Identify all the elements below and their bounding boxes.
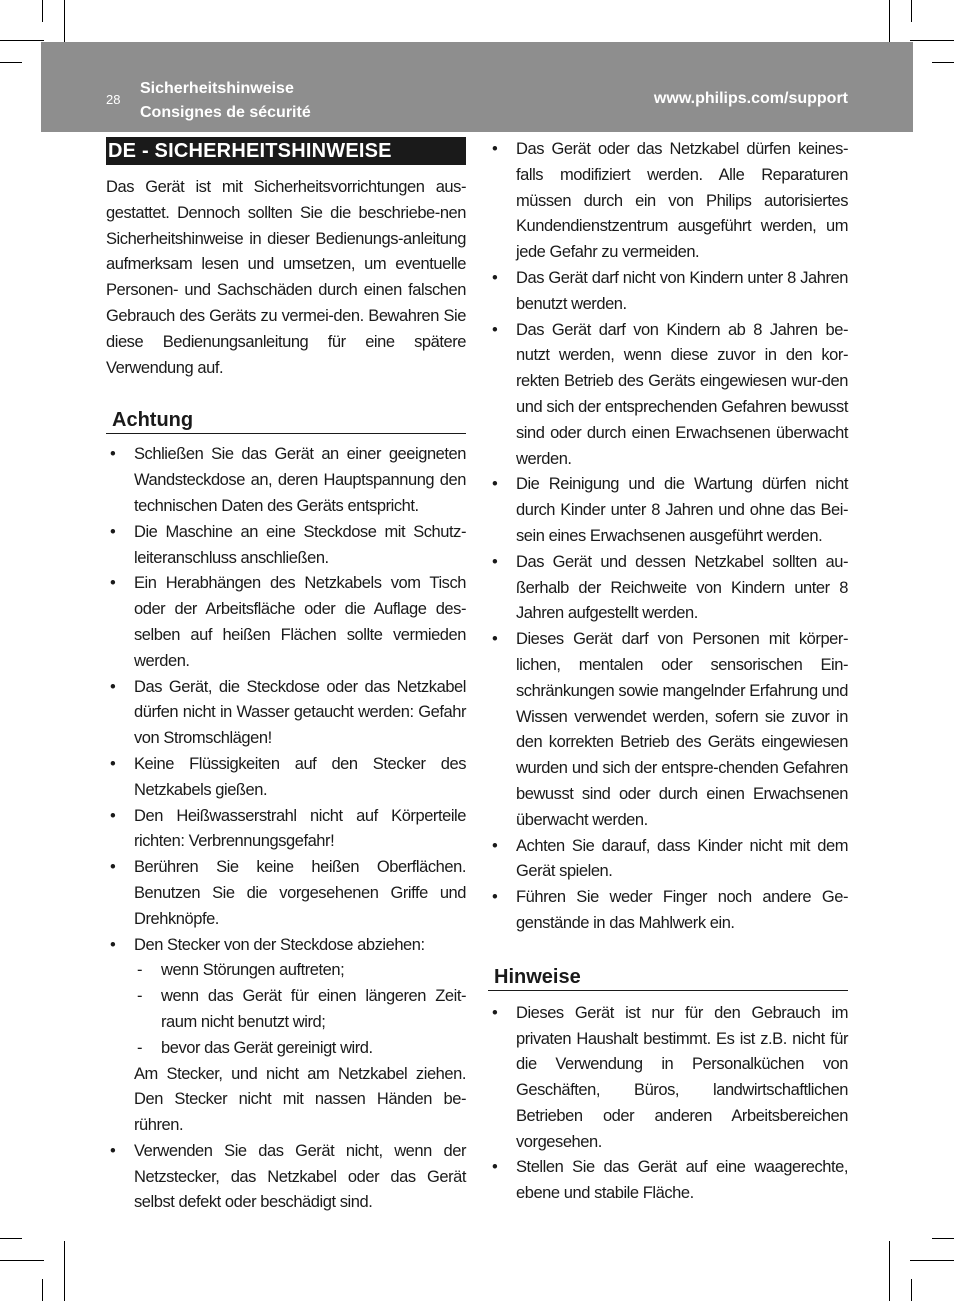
crop-mark: [932, 1238, 954, 1239]
crop-mark: [42, 0, 43, 22]
list-item: • Schließen Sie das Gerät an einer geeigneten Wandsteckdose an, deren Hauptspannung den technischen Daten des Geräts entspricht.: [106, 442, 466, 519]
safety-list-continued: [488, 137, 848, 937]
sub-item: - wenn das Gerät für einen längeren Zeit-raum nicht benutzt wird;: [134, 984, 466, 1036]
list-item: • Die Maschine an eine Steckdose mit Schutz-leiteranschluss anschließen.: [106, 520, 466, 572]
support-url: www.philips.com/support: [653, 90, 848, 107]
crop-mark: [64, 1241, 65, 1301]
sub-item: - bevor das Gerät gereinigt wird.: [134, 1036, 466, 1062]
right-column: [488, 137, 848, 1207]
header-title-fr: Consignes de sécurité: [140, 104, 311, 121]
list-item: • Keine Flüssigkeiten auf den Stecker des Netzkabels gießen.: [106, 752, 466, 804]
hinweise-heading: Hinweise: [488, 965, 848, 991]
page-number: 28: [106, 92, 121, 107]
crop-mark: [910, 1260, 954, 1261]
list-item: • Führen Sie weder Finger noch andere Ge-genstände in das Mahlwerk ein.: [488, 885, 848, 937]
achtung-heading: Achtung: [106, 408, 466, 434]
left-column: [106, 137, 466, 1216]
unplug-sublist: [134, 958, 466, 1061]
sub-item: - wenn Störungen auftreten;: [134, 958, 466, 984]
list-item: • Die Reinigung und die Wartung dürfen nicht durch Kinder unter 8 Jahren und ohne das Bei-sein eines Erwachsenen ausgeführt werden.: [488, 472, 848, 549]
list-item: • Das Gerät oder das Netzkabel dürfen keines-falls modifiziert werden. Alle Reparaturen müssen durch ein von Philips autorisiertes Kundendienstzentrum ausgeführt werden, um jede Gefahr zu vermeiden.: [488, 137, 848, 266]
hinweise-list: [488, 1001, 848, 1207]
crop-mark: [911, 0, 912, 22]
list-item: • Den Heißwasserstrahl nicht auf Körperteile richten: Verbrennungsgefahr!: [106, 804, 466, 856]
intro-paragraph: Das Gerät ist mit Sicherheitsvorrichtungen aus-gestattet. Dennoch sollten Sie die beschriebe-nen Sicherheitshinweise in dieser Bedienungs-anleitung aufmerksam lesen und umsetzen, um eventuelle Personen- und Sachschäden durch einen falschen Gebrauch des Geräts zu vermei-den. Bewahren Sie diese Bedienungsanleitung für eine spätere Verwendung auf.: [106, 178, 466, 377]
crop-mark: [0, 40, 44, 41]
list-item: • Das Gerät, die Steckdose oder das Netzkabel dürfen nicht in Wasser getaucht werden: Gefahr von Stromschlägen!: [106, 675, 466, 752]
crop-mark: [42, 1279, 43, 1301]
list-item: • Ein Herabhängen des Netzkabels vom Tisch oder der Arbeitsfläche oder die Auflage des-selben auf heißen Flächen sollte vermieden werden.: [106, 571, 466, 674]
achtung-list: [106, 442, 466, 1216]
crop-mark: [0, 62, 22, 63]
crop-mark: [0, 1238, 22, 1239]
list-item: • Das Gerät darf von Kindern ab 8 Jahren be-nutzt werden, wenn diese zuvor in den kor-rekten Betrieb des Geräts eingewiesen wur-den und sich der entsprechenden Gefahren bewusst sind oder durch einen Erwachsenen überwacht werden.: [488, 318, 848, 473]
header-title-de: Sicherheitshinweise: [140, 80, 294, 97]
list-item: • Stellen Sie das Gerät auf eine waagerechte, ebene und stabile Fläche.: [488, 1155, 848, 1207]
crop-mark: [910, 40, 954, 41]
main-title: DE - SICHERHEITSHINWEISE: [106, 137, 466, 165]
list-item: • Verwenden Sie das Gerät nicht, wenn der Netzstecker, das Netzkabel oder das Gerät selbst defekt oder beschädigt sind.: [106, 1139, 466, 1216]
list-item-unplug: [106, 933, 466, 1139]
crop-mark: [932, 62, 954, 63]
list-item: • Berühren Sie keine heißen Oberflächen. Benutzen Sie die vorgesehenen Griffe und Drehknöpfe.: [106, 855, 466, 932]
unplug-lead: • Den Stecker von der Steckdose abziehen:: [134, 935, 425, 954]
list-item: • Das Gerät darf nicht von Kindern unter 8 Jahren benutzt werden.: [488, 266, 848, 318]
list-item: • Dieses Gerät ist nur für den Gebrauch im privaten Haushalt bestimmt. Es ist z.B. nicht für die Verwendung in Personalküchen von Geschäften, Büros, landwirtschaftlichen Betrieben oder anderen Arbeitsbereichen vorgesehen.: [488, 1001, 848, 1156]
crop-mark: [889, 1241, 890, 1301]
list-item: • Das Gerät und dessen Netzkabel sollten au-ßerhalb der Reichweite von Kindern unter 8 Jahren aufgestellt werden.: [488, 550, 848, 627]
unplug-tail: Am Stecker, und nicht am Netzkabel ziehen. Den Stecker nicht mit nassen Händen be-rühren.: [134, 1064, 466, 1135]
crop-mark: [911, 1279, 912, 1301]
page-header: [41, 42, 913, 132]
crop-mark: [0, 1260, 44, 1261]
list-item: • Dieses Gerät darf von Personen mit körper-lichen, mentalen oder sensorischen Ein-schränkungen sowie mangelnder Erfahrung und Wissen verwendet werden, sofern sie zuvor in den korrekten Betrieb des Geräts eingewiesen wurden und sich der entspre-chenden Gefahren bewusst sind oder durch einen Erwachsenen überwacht werden.: [488, 627, 848, 833]
list-item: • Achten Sie darauf, dass Kinder nicht mit dem Gerät spielen.: [488, 834, 848, 886]
